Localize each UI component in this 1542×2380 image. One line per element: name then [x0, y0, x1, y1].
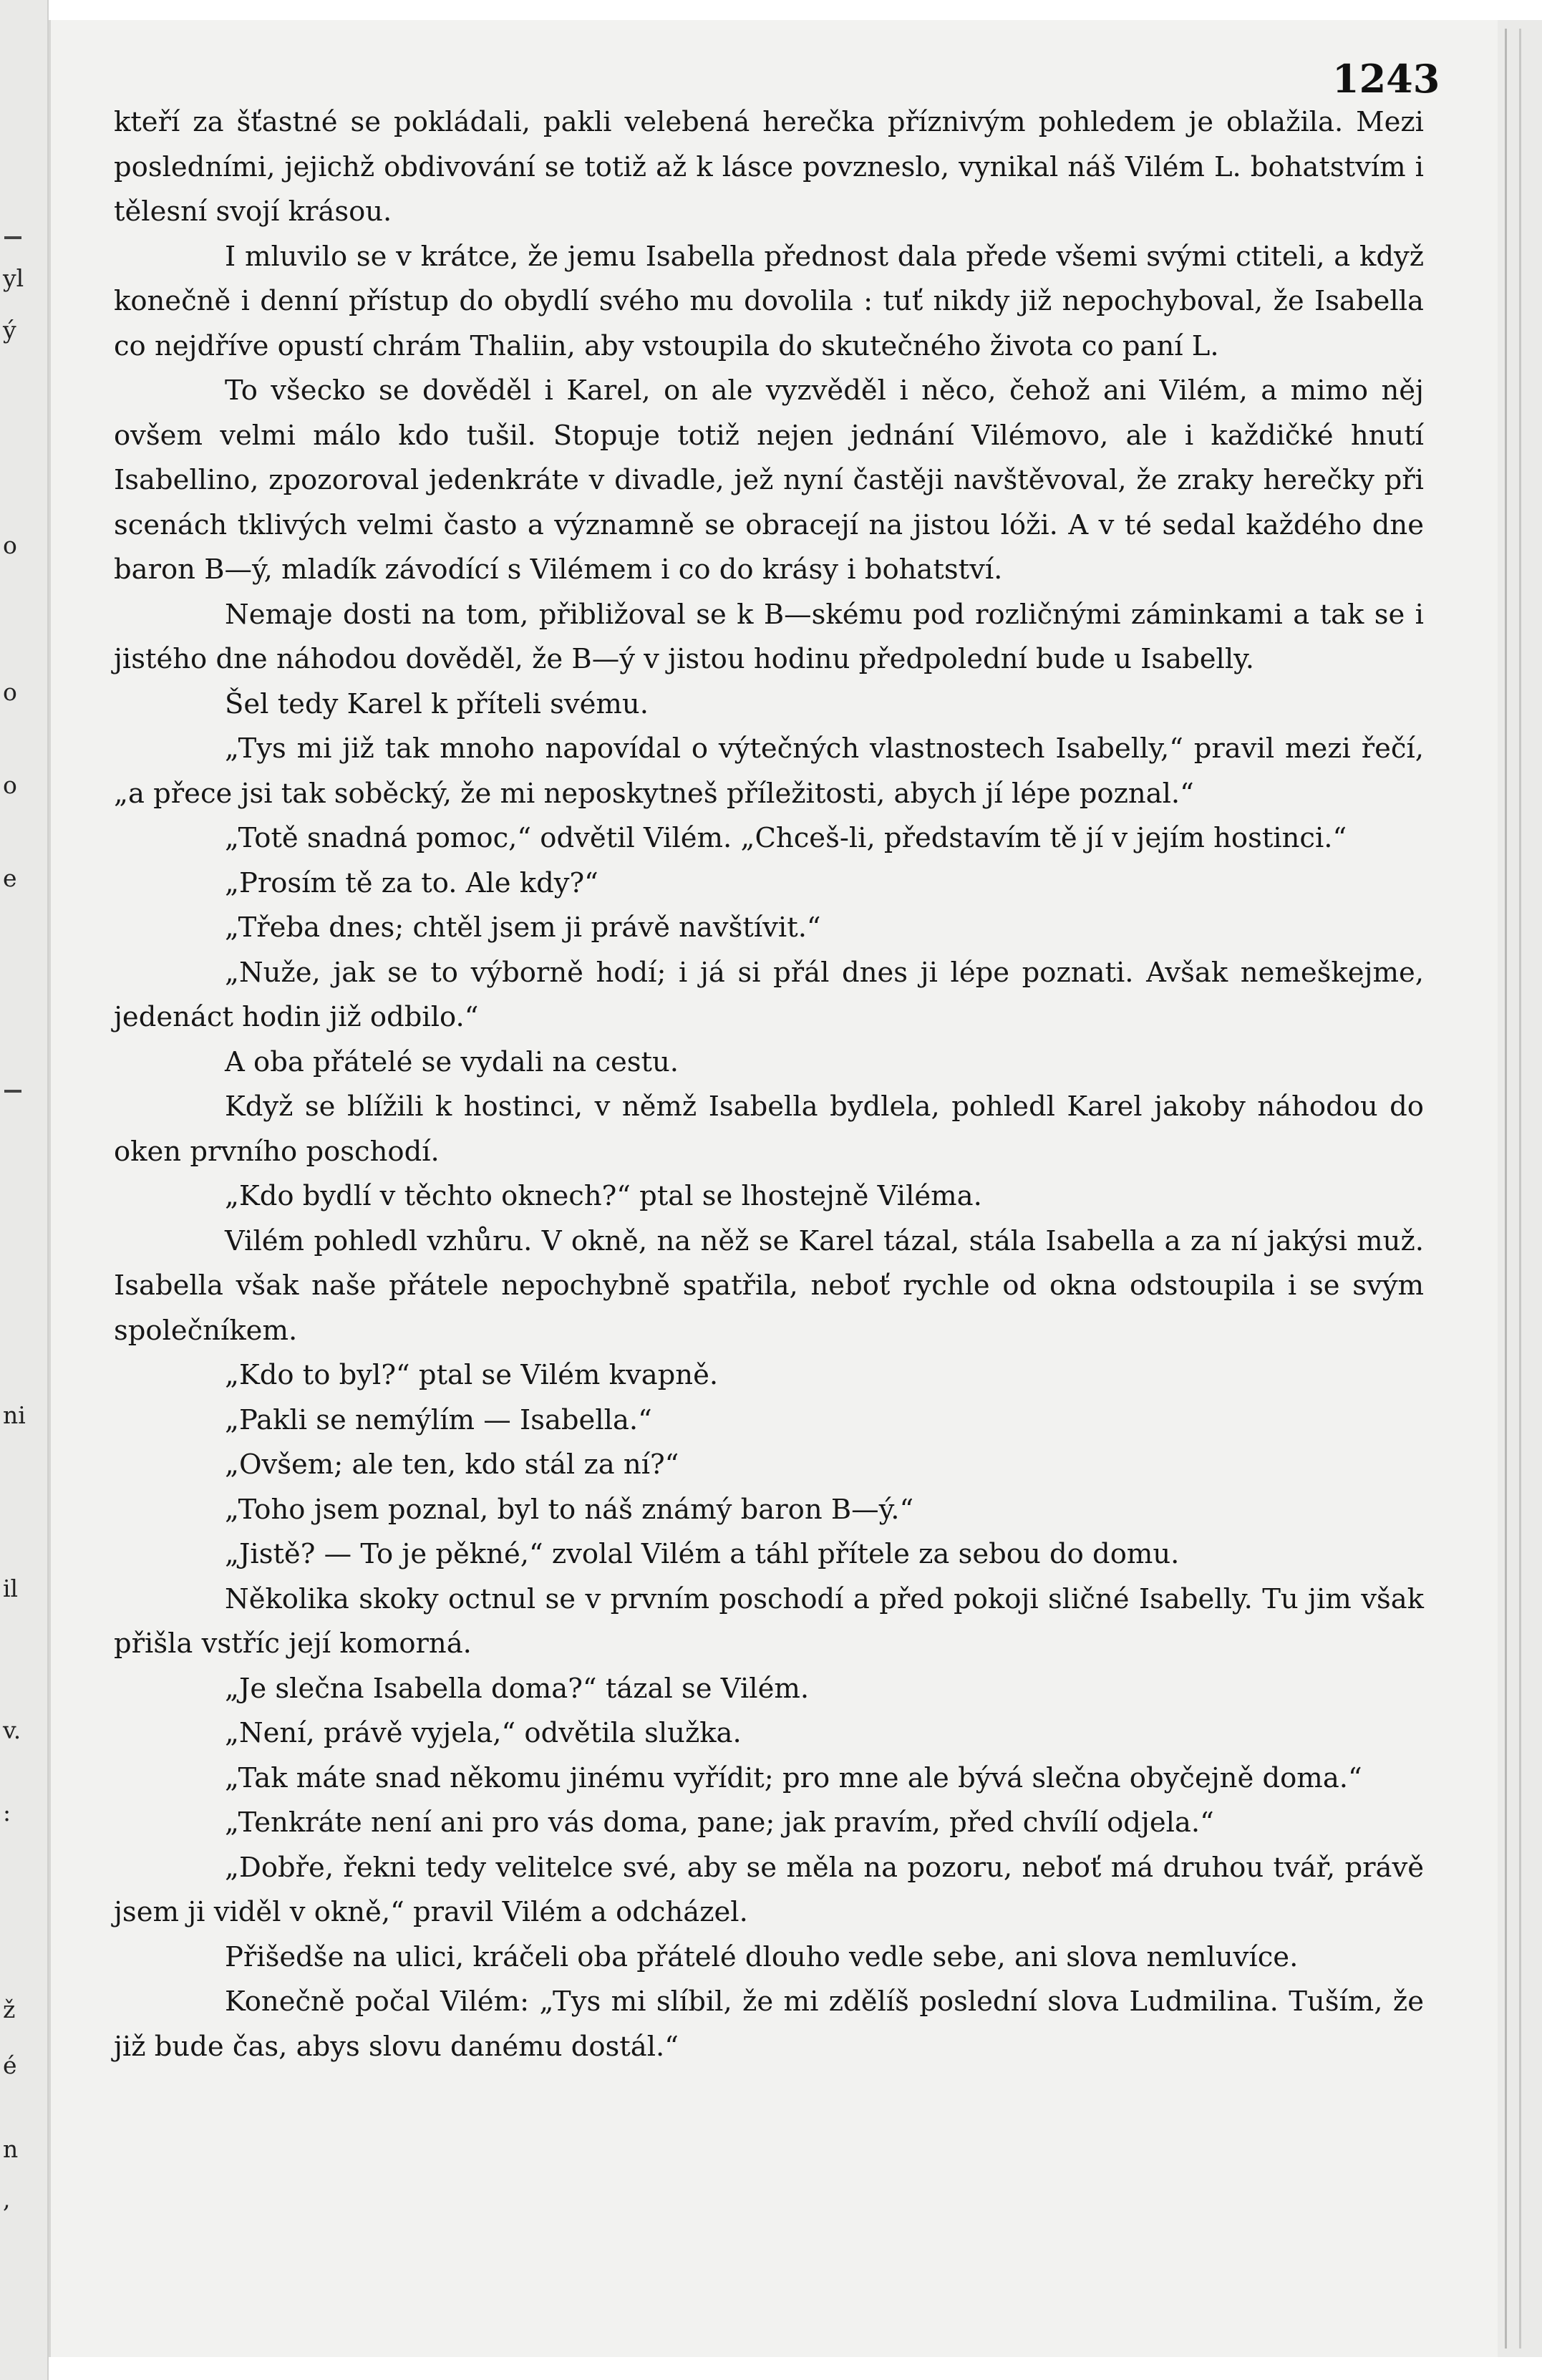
margin-fragment: : [3, 1799, 11, 1827]
margin-fragment: yl [3, 264, 24, 292]
paragraph: Konečně počal Vilém: „Tys mi slíbil, že mi zdělíš poslední slova Ludmilina. Tuším, že již bude čas, abys slovu danému dostál.“ [114, 1985, 1424, 2063]
margin-dash [4, 1090, 21, 1093]
paragraph: „Ovšem; ale ten, kdo stál za ní?“ [225, 1448, 679, 1481]
paragraph: Nemaje dosti na tom, přibližoval se k B—skému pod rozličnými záminkami a tak se i jistého dne náhodou dověděl, že B—ý v jistou hodinu předpolední bude u Isabelly. [114, 598, 1424, 675]
margin-fragment: n [3, 2135, 19, 2163]
book-page [49, 20, 1498, 2357]
paragraph: „Toho jsem poznal, byl to náš známý baron B—ý.“ [225, 1493, 914, 1526]
margin-fragment: v. [3, 1716, 21, 1744]
paragraph: „Tenkráte není ani pro vás doma, pane; jak pravím, před chvílí odjela.“ [225, 1806, 1214, 1839]
paragraph: A oba přátelé se vydali na cestu. [225, 1045, 679, 1078]
margin-fragment: ni [3, 1401, 26, 1429]
body-text [114, 100, 1424, 2069]
paragraph: To všecko se dověděl i Karel, on ale vyzvěděl i něco, čehož ani Vilém, a mimo něj ovšem velmi málo kdo tušil. Stopuje totiž nejen jednání Vilémovo, ale i každičké hnutí Isabellino, zpozoroval jedenkráte v divadle, jež nyní častěji navštěvoval, že zraky herečky při scenách tklivých velmi často a významně se obracejí na jistou lóži. A v té sedal každého dne baron B—ý, mladík závodící s Vilémem i co do krásy i bohatství. [114, 374, 1424, 586]
page-edge-line [1519, 29, 1521, 2348]
margin-fragment: é [3, 2051, 17, 2079]
page-edge-line [1505, 29, 1507, 2348]
facing-page-margin [0, 0, 49, 2380]
paragraph: „Dobře, řekni tedy velitelce své, aby se měla na pozoru, neboť má druhou tvář, právě jsem ji viděl v okně,“ pravil Vilém a odcházel. [114, 1851, 1424, 1928]
margin-fragment: ž [3, 1996, 16, 2023]
page-number: 1243 [1332, 56, 1440, 102]
margin-fragment: e [3, 864, 17, 892]
paragraph: „Kdo bydlí v těchto oknech?“ ptal se lhostejně Viléma. [225, 1180, 982, 1212]
paragraph: Několika skoky octnul se v prvním poschodí a před pokoji sličné Isabelly. Tu jim však přišla vstříc její komorná. [114, 1582, 1424, 1660]
paragraph: „Pakli se nemýlím — Isabella.“ [225, 1403, 652, 1436]
paragraph: „Jistě? — To je pěkné,“ zvolal Vilém a táhl přítele za sebou do domu. [225, 1538, 1180, 1570]
paragraph: Vilém pohledl vzhůru. V okně, na něž se Karel tázal, stála Isabella a za ní jakýsi muž. Isabella však naše přátele nepochybně spatřila, neboť rychle od okna odstoupila i se svým společníkem. [114, 1224, 1424, 1347]
margin-fragment: o [3, 531, 17, 559]
paragraph: „Není, právě vyjela,“ odvětila služka. [225, 1717, 742, 1749]
paragraph: Přišedše na ulici, kráčeli oba přátelé dlouho vedle sebe, ani slova nemluvíce. [225, 1940, 1299, 1973]
paragraph: „Je slečna Isabella doma?“ tázal se Vilém. [225, 1672, 810, 1705]
margin-fragment: o [3, 678, 17, 706]
margin-fragment: il [3, 1574, 19, 1602]
paragraph: „Tys mi již tak mnoho napovídal o výtečných vlastnostech Isabelly,“ pravil mezi řečí, „a přece jsi tak soběcký, že mi neposkytneš příležitosti, abych jí lépe poznal.“ [114, 732, 1424, 810]
paragraph: „Tak máte snad někomu jinému vyřídit; pro mne ale bývá slečna obyčejně doma.“ [225, 1761, 1362, 1794]
margin-dash [4, 236, 21, 239]
margin-fragment: o [3, 771, 17, 799]
paragraph: „Třeba dnes; chtěl jsem ji právě navštívit.“ [225, 911, 821, 944]
paragraph: Šel tedy Karel k příteli svému. [225, 687, 649, 720]
paragraph: „Prosím tě za to. Ale kdy?“ [225, 866, 598, 899]
margin-fragment: , [3, 2185, 11, 2213]
paragraph: I mluvilo se v krátce, že jemu Isabella přednost dala přede všemi svými ctiteli, a když konečně i denní přístup do obydlí svého mu dovolila : tuť nikdy již nepochyboval, že Isabella co nejdříve opustí chrám Thaliin, aby vstoupila do skutečného života co paní L. [114, 240, 1424, 362]
margin-fragment: ý [3, 316, 16, 344]
paragraph: „Nuže, jak se to výborně hodí; i já si přál dnes ji lépe poznati. Avšak nemeškejme, jedenáct hodin již odbilo.“ [114, 956, 1424, 1033]
paragraph: „Kdo to byl?“ ptal se Vilém kvapně. [225, 1359, 719, 1391]
paragraph: kteří za šťastné se pokládali, pakli velebená herečka příznivým pohledem je oblažila. Mezi posledními, jejichž obdivování se totiž až k lásce povzneslo, vynikal náš Vilém L. bohatstvím i tělesní svojí krásou. [114, 106, 1424, 228]
paragraph: Když se blížili k hostinci, v němž Isabella bydlela, pohledl Karel jakoby náhodou do oken prvního poschodí. [114, 1090, 1424, 1168]
paragraph: „Totě snadná pomoc,“ odvětil Vilém. „Chceš-li, představím tě jí v jejím hostinci.“ [225, 822, 1347, 854]
